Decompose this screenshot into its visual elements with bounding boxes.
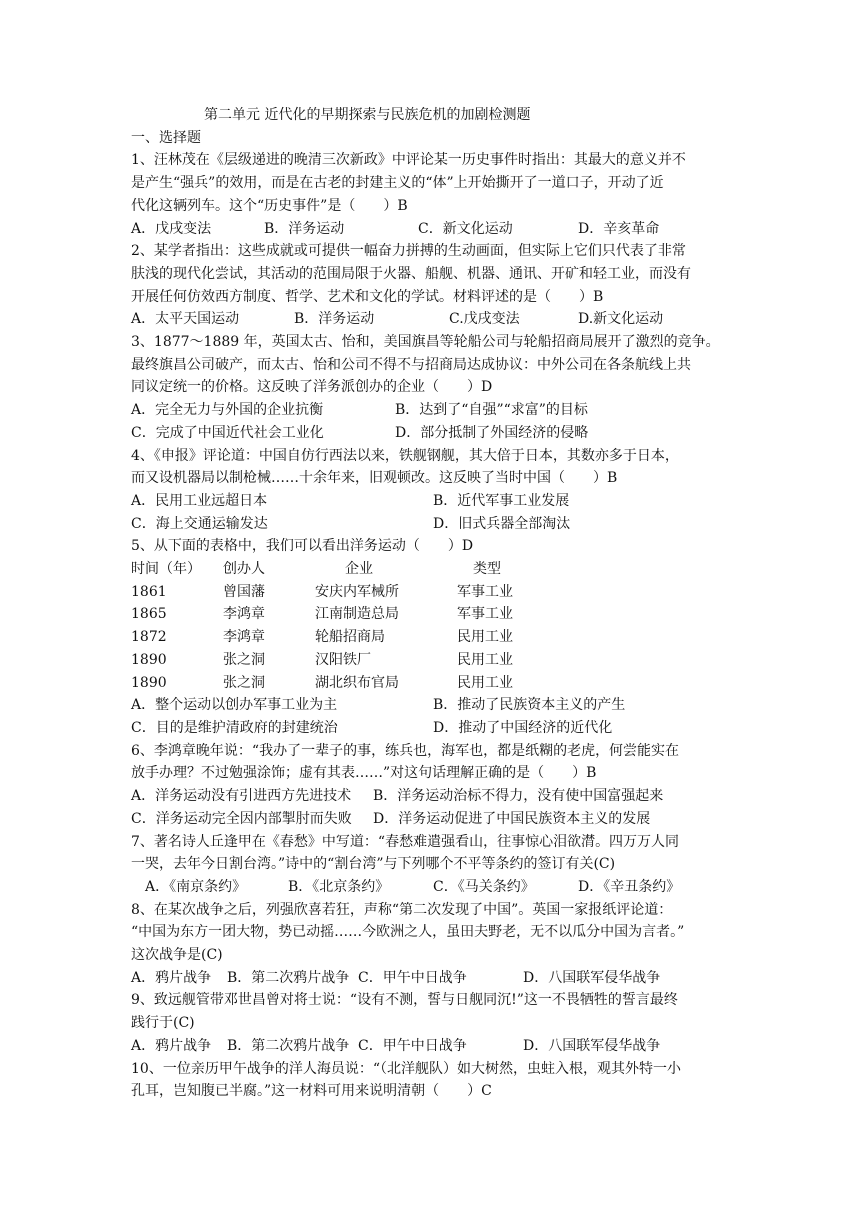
options-row bbox=[131, 399, 731, 422]
option-b: B．第二次鸦片战争 bbox=[227, 969, 350, 986]
option-a: A．洋务运动没有引进西方先进技术 bbox=[131, 788, 352, 805]
option-c: C．洋务运动完全因内部掣肘而失败 bbox=[131, 810, 352, 827]
question-text-line: 5、从下面的表格中，我们可以看出洋务运动（ ）D bbox=[131, 538, 474, 555]
table-cell: 曾国藩 bbox=[223, 583, 265, 600]
table-row bbox=[131, 649, 731, 672]
question-text-line: 6、李鸿章晚年说：“我办了一辈子的事，练兵也，海军也，都是纸糊的老虎，何尝能实在 bbox=[131, 742, 680, 759]
question-5 bbox=[131, 535, 731, 739]
options-row bbox=[131, 694, 731, 717]
option-c: C．甲午中日战争 bbox=[358, 969, 467, 986]
question-text-line: “中国为东方一团大物，势已动摇……今欧洲之人，虽田夫野老，无不以瓜分中国为言者。” bbox=[131, 924, 685, 941]
options-row bbox=[131, 967, 731, 990]
option-d: D．《辛丑条约》 bbox=[578, 878, 681, 895]
question-6 bbox=[131, 740, 731, 831]
table-cell: 军事工业 bbox=[457, 583, 513, 600]
question-4 bbox=[131, 445, 731, 536]
table-cell: 李鸿章 bbox=[223, 606, 265, 623]
question-text-line: 开展任何仿效西方制度、哲学、艺术和文化的学试。材料评述的是（ ）B bbox=[131, 288, 604, 305]
option-a: A．戊戌变法 bbox=[131, 220, 212, 237]
question-text-line: 践行于(C) bbox=[131, 1015, 195, 1032]
question-text-line: 9、致远舰管带邓世昌曾对将士说：“设有不测，誓与日舰同沉!”这一不畏牺牲的誓言最终 bbox=[131, 992, 678, 1009]
question-text-line: 孔耳，岂知腹已半腐。”这一材料可用来说明清朝（ ）C bbox=[131, 1083, 492, 1100]
options-row bbox=[131, 876, 731, 899]
options-row bbox=[131, 785, 731, 808]
section-heading: 一、选择题 bbox=[131, 129, 201, 146]
question-text-line: 而又设机器局以制枪械……十余年来，旧观顿改。这反映了当时中国（ ）B bbox=[131, 470, 618, 487]
table-cell: 民用工业 bbox=[457, 629, 513, 646]
question-text-line: 一哭，去年今日割台湾。”诗中的“割台湾”与下列哪个不平等条约的签订有关(C) bbox=[131, 856, 616, 873]
option-d: D．辛亥革命 bbox=[578, 220, 660, 237]
table-header-cell: 企业 bbox=[345, 561, 373, 578]
question-9 bbox=[131, 989, 731, 1057]
question-text-line: 肤浅的现代化尝试，其活动的范围局限于火器、船舰、机器、通讯、开矿和轻工业，而没有 bbox=[131, 265, 691, 282]
option-c: C．新文化运动 bbox=[418, 220, 513, 237]
document-body bbox=[131, 104, 731, 1103]
option-b: B．第二次鸦片战争 bbox=[227, 1037, 350, 1054]
table-cell: 1890 bbox=[131, 674, 167, 691]
table-cell: 湖北织布官局 bbox=[315, 674, 399, 691]
table-row bbox=[131, 603, 731, 626]
option-a: A．鸦片战争 bbox=[131, 1037, 212, 1054]
table-header bbox=[131, 558, 731, 581]
table-cell: 军事工业 bbox=[457, 606, 513, 623]
option-b: B．推动了民族资本主义的产生 bbox=[433, 697, 626, 714]
table-row bbox=[131, 672, 731, 695]
option-b: B．达到了“自强”“求富”的目标 bbox=[395, 402, 588, 419]
table-cell: 汉阳铁厂 bbox=[315, 651, 371, 668]
table-row bbox=[131, 581, 731, 604]
question-text-line: 2、某学者指出：这些成就或可提供一幅奋力拼搏的生动画面，但实际上它们只代表了非常 bbox=[131, 243, 686, 260]
option-d: D．洋务运动促进了中国民族资本主义的发展 bbox=[373, 810, 651, 827]
table-cell: 1865 bbox=[131, 606, 167, 623]
options-row bbox=[131, 218, 731, 241]
table-header-cell: 时间（年） bbox=[131, 561, 201, 578]
options-row bbox=[131, 308, 731, 331]
question-text-line: 10、一位亲历甲午战争的洋人海员说：“（北洋舰队）如大树然，虫蛀入根，观其外特一小 bbox=[131, 1060, 681, 1077]
option-c: C．完成了中国近代社会工业化 bbox=[131, 424, 324, 441]
options-row bbox=[131, 717, 731, 740]
question-text-line: 8、在某次战争之后，列强欣喜若狂，声称“第二次发现了中国”。英国一家报纸评论道： bbox=[131, 901, 673, 918]
question-text-line: 这次战争是(C) bbox=[131, 947, 223, 964]
question-text-line: 7、著名诗人丘逢甲在《春愁》中写道：“春愁难遣强看山，往事惊心泪欲潸。四万万人同 bbox=[131, 833, 680, 850]
question-text-line: 是产生“强兵”的效用，而是在古老的封建主义的“体”上开始撕开了一道口子，开动了近 bbox=[131, 175, 664, 192]
enterprise-table bbox=[131, 558, 731, 694]
option-d: D．部分抵制了外国经济的侵略 bbox=[395, 424, 589, 441]
table-cell: 江南制造总局 bbox=[315, 606, 399, 623]
option-d: D.新文化运动 bbox=[578, 311, 664, 328]
question-2 bbox=[131, 240, 731, 331]
table-cell: 民用工业 bbox=[457, 674, 513, 691]
question-10 bbox=[131, 1058, 731, 1103]
options-row bbox=[131, 490, 731, 513]
question-text-line: 最终旗昌公司破产，而太古、怡和公司不得不与招商局达成协议：中外公司在各条航线上共 bbox=[131, 356, 691, 373]
question-7 bbox=[131, 831, 731, 899]
option-a: A．整个运动以创办军事工业为主 bbox=[131, 697, 338, 714]
question-1 bbox=[131, 149, 731, 240]
question-8 bbox=[131, 899, 731, 990]
option-b: B．洋务运动治标不得力，没有使中国富强起来 bbox=[373, 788, 664, 805]
question-text-line: 3、1877～1889 年，英国太古、怡和，美国旗昌等轮船公司与轮船招商局展开了激烈的竞争。 bbox=[131, 334, 720, 351]
option-c: C．海上交通运输发达 bbox=[131, 515, 268, 532]
table-cell: 安庆内军械所 bbox=[315, 583, 399, 600]
option-a: A．太平天国运动 bbox=[131, 311, 240, 328]
table-cell: 1861 bbox=[131, 583, 167, 600]
option-d: D．八国联军侵华战争 bbox=[523, 969, 661, 986]
option-c: C．目的是维护清政府的封建统治 bbox=[131, 719, 338, 736]
option-d: D．八国联军侵华战争 bbox=[523, 1037, 661, 1054]
option-b: B．洋务运动 bbox=[264, 220, 345, 237]
page-title: 第二单元 近代化的早期探索与民族危机的加剧检测题 bbox=[204, 107, 531, 123]
option-a: A．完全无力与外国的企业抗衡 bbox=[131, 402, 324, 419]
question-text-line: 1、汪林茂在《层级递进的晚清三次新政》中评论某一历史事件时指出：其最大的意义并不 bbox=[131, 152, 686, 169]
question-text-line: 同议定统一的价格。这反映了洋务派创办的企业（ ）D bbox=[131, 379, 493, 396]
table-cell: 1872 bbox=[131, 629, 167, 646]
table-header-cell: 创办人 bbox=[223, 561, 265, 578]
table-cell: 1890 bbox=[131, 651, 167, 668]
option-d: D．旧式兵器全部淘汰 bbox=[433, 515, 571, 532]
option-b: B．洋务运动 bbox=[294, 311, 375, 328]
option-c: C．甲午中日战争 bbox=[358, 1037, 467, 1054]
question-text-line: 代化这辆列车。这个“历史事件”是（ ）B bbox=[131, 197, 408, 214]
option-a: A．民用工业远超日本 bbox=[131, 492, 268, 509]
table-row bbox=[131, 626, 731, 649]
options-row bbox=[131, 808, 731, 831]
question-3 bbox=[131, 331, 731, 445]
option-b: B．《北京条约》 bbox=[288, 878, 390, 895]
option-b: B．近代军事工业发展 bbox=[433, 492, 570, 509]
option-a: A．《南京条约》 bbox=[145, 878, 247, 895]
option-c: C.戊戌变法 bbox=[449, 311, 520, 328]
option-a: A．鸦片战争 bbox=[131, 969, 212, 986]
option-d: D．推动了中国经济的近代化 bbox=[433, 719, 613, 736]
table-cell: 民用工业 bbox=[457, 651, 513, 668]
table-cell: 张之洞 bbox=[223, 651, 265, 668]
question-text-line: 4、《申报》评论道：中国自仿行西法以来，铁舰钢舰，其大倍于日本，其数亦多于日本， bbox=[131, 447, 679, 464]
options-row bbox=[131, 1035, 731, 1058]
table-cell: 张之洞 bbox=[223, 674, 265, 691]
table-cell: 李鸿章 bbox=[223, 629, 265, 646]
table-header-cell: 类型 bbox=[473, 561, 501, 578]
options-row bbox=[131, 513, 731, 536]
question-text-line: 放手办理？不过勉强涂饰；虚有其表……”对这句话理解正确的是（ ）B bbox=[131, 765, 597, 782]
options-row bbox=[131, 422, 731, 445]
option-c: C．《马关条约》 bbox=[433, 878, 535, 895]
table-cell: 轮船招商局 bbox=[315, 629, 385, 646]
